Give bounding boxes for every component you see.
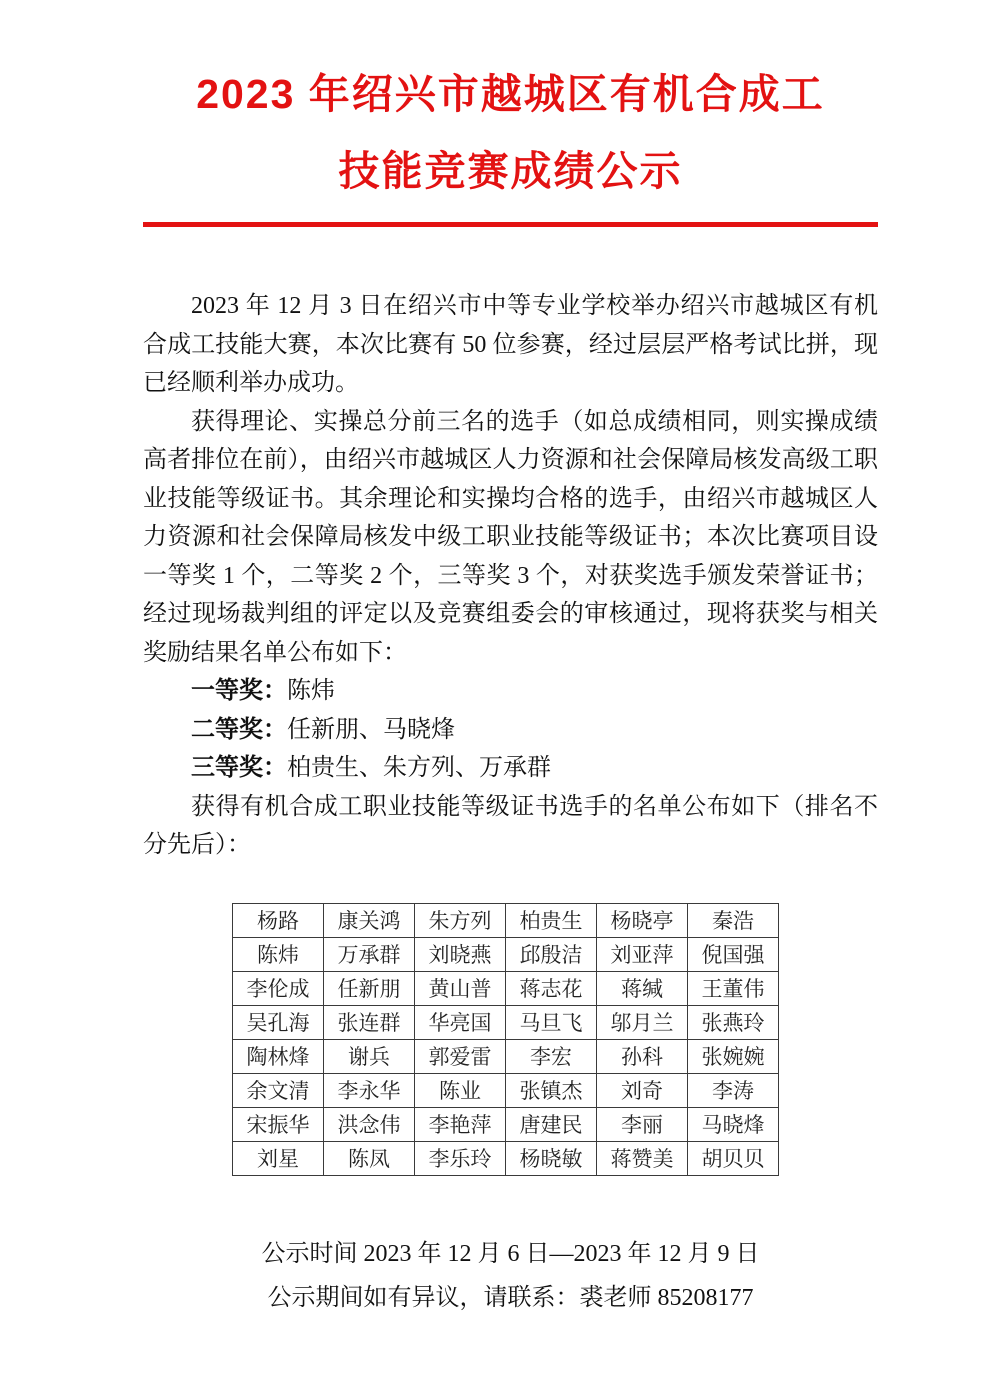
award-rank-label: 三等奖： <box>191 755 287 781</box>
name-cell: 华亮国 <box>415 1005 506 1039</box>
name-cell: 陈业 <box>415 1073 506 1107</box>
name-cell: 邬月兰 <box>597 1005 688 1039</box>
table-row <box>233 937 779 971</box>
award-rank-label: 二等奖： <box>191 716 287 743</box>
name-cell: 孙科 <box>597 1039 688 1073</box>
award-winner-names: 陈炜 <box>287 678 335 704</box>
name-cell: 李乐玲 <box>415 1141 506 1175</box>
name-cell: 黄山普 <box>415 971 506 1005</box>
table-row <box>233 1141 779 1175</box>
name-cell: 康关鸿 <box>324 903 415 937</box>
name-cell: 万承群 <box>324 937 415 971</box>
paragraph-1: 2023 年 12 月 3 日在绍兴市中等专业学校举办绍兴市越城区有机合成工技能大赛，本次比赛有 50 位参赛，经过层层严格考试比拼，现已经顺利举办成功。 <box>143 293 878 396</box>
award-winner-names: 柏贵生、朱方列、万承群 <box>287 755 551 781</box>
award-list <box>143 672 878 788</box>
name-cell: 张镇杰 <box>506 1073 597 1107</box>
name-cell: 李涛 <box>688 1073 779 1107</box>
document-body <box>143 287 878 1320</box>
table-row <box>233 1039 779 1073</box>
name-cell: 蒋赞美 <box>597 1141 688 1175</box>
award-line-3 <box>143 749 878 788</box>
name-cell: 余文清 <box>233 1073 324 1107</box>
award-line-1 <box>143 672 878 711</box>
award-rank-label: 一等奖： <box>191 678 287 704</box>
name-cell: 李宏 <box>506 1039 597 1073</box>
name-cell: 胡贝贝 <box>688 1141 779 1175</box>
body-paragraphs <box>143 287 878 672</box>
winners-name-table <box>232 903 779 1176</box>
name-cell: 朱方列 <box>415 903 506 937</box>
name-cell: 柏贵生 <box>506 903 597 937</box>
title-underline-rule <box>143 222 878 227</box>
name-cell: 洪念伟 <box>324 1107 415 1141</box>
table-row <box>233 1005 779 1039</box>
paragraph-2: 获得理论、实操总分前三名的选手（如总成绩相同，则实操成绩高者排位在前），由绍兴市越城区人力资源和社会保障局核发高级工职业技能等级证书。其余理论和实操均合格的选手，由绍兴市越城区人力资源和社会保障局核发中级工职业技能等级证书；本次比赛项目设一等奖 1 个，二等奖 2 个，三等奖 3 个，对获奖选手颁发荣誉证书；经过现场裁判组的评定以及竞赛组委会的审核通过，现将获奖与相关奖励结果名单公布如下： <box>143 408 878 666</box>
table-row <box>233 1073 779 1107</box>
name-cell: 马旦飞 <box>506 1005 597 1039</box>
award-line-2 <box>143 711 878 750</box>
name-cell: 刘奇 <box>597 1073 688 1107</box>
name-cell: 宋振华 <box>233 1107 324 1141</box>
name-cell: 李艳萍 <box>415 1107 506 1141</box>
document-footer <box>143 1232 878 1320</box>
name-cell: 马晓烽 <box>688 1107 779 1141</box>
document-header <box>143 56 878 227</box>
page-title-line2: 技能竞赛成绩公示 <box>338 148 683 194</box>
table-row <box>233 903 779 937</box>
name-cell: 蒋缄 <box>597 971 688 1005</box>
name-cell: 倪国强 <box>688 937 779 971</box>
name-cell: 刘晓燕 <box>415 937 506 971</box>
publicity-period-text: 公示时间 2023 年 12 月 6 日—2023 年 12 月 9 日 <box>261 1240 760 1267</box>
award-winner-names: 任新朋、马晓烽 <box>287 716 455 743</box>
name-cell: 秦浩 <box>688 903 779 937</box>
name-cell: 刘星 <box>233 1141 324 1175</box>
name-cell: 张连群 <box>324 1005 415 1039</box>
name-cell: 陈炜 <box>233 937 324 971</box>
page-title <box>143 56 878 210</box>
name-cell: 李伦成 <box>233 971 324 1005</box>
name-cell: 谢兵 <box>324 1039 415 1073</box>
name-cell: 蒋志花 <box>506 971 597 1005</box>
name-cell: 张婉婉 <box>688 1039 779 1073</box>
name-cell: 郭爱雷 <box>415 1039 506 1073</box>
name-cell: 李丽 <box>597 1107 688 1141</box>
name-cell: 陶林烽 <box>233 1039 324 1073</box>
name-cell: 刘亚萍 <box>597 937 688 971</box>
name-cell: 杨路 <box>233 903 324 937</box>
name-cell: 唐建民 <box>506 1107 597 1141</box>
certificate-list-intro: 获得有机合成工职业技能等级证书选手的名单公布如下（排名不分先后）： <box>143 793 878 858</box>
name-cell: 吴孔海 <box>233 1005 324 1039</box>
name-cell: 陈凤 <box>324 1141 415 1175</box>
name-cell: 任新朋 <box>324 971 415 1005</box>
contact-info-text: 公示期间如有异议，请联系：裘老师 85208177 <box>267 1284 754 1311</box>
name-cell: 张燕玲 <box>688 1005 779 1039</box>
name-cell: 李永华 <box>324 1073 415 1107</box>
name-cell: 王董伟 <box>688 971 779 1005</box>
table-row <box>233 1107 779 1141</box>
name-cell: 杨晓亭 <box>597 903 688 937</box>
page-title-line1: 2023 年绍兴市越城区有机合成工 <box>196 71 825 117</box>
name-cell: 杨晓敏 <box>506 1141 597 1175</box>
name-cell: 邱殷洁 <box>506 937 597 971</box>
table-row <box>233 971 779 1005</box>
